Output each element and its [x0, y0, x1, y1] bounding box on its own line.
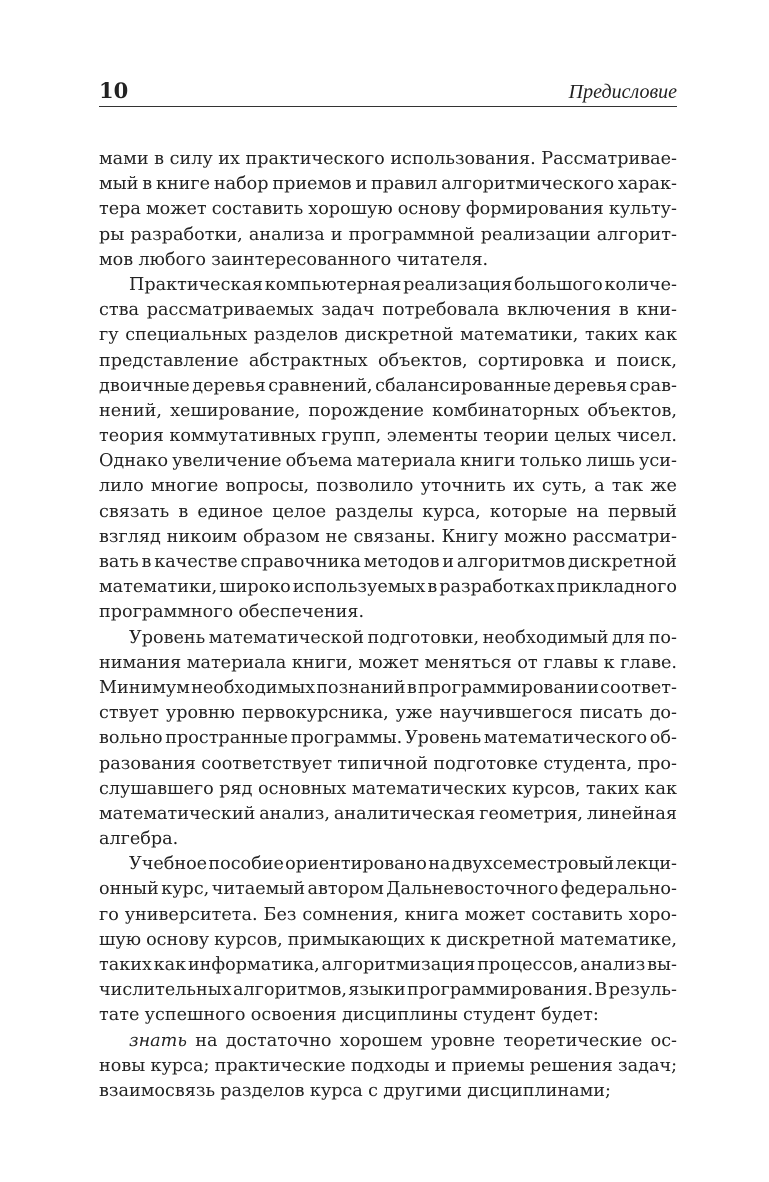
word: взгляд	[99, 526, 161, 547]
word: лишь	[586, 451, 635, 472]
word: книги,	[291, 652, 353, 673]
paragraph	[99, 273, 677, 626]
word: главе.	[620, 652, 677, 673]
word: прикладного	[556, 577, 677, 598]
word: целое	[272, 501, 327, 522]
text-line	[99, 1079, 677, 1104]
word: го	[99, 904, 119, 925]
word: информатика,	[187, 955, 320, 975]
word: дискретной	[446, 929, 555, 950]
word: уси-	[639, 451, 677, 472]
word: математических	[351, 778, 507, 799]
word: деревья	[553, 375, 628, 396]
word: правил	[371, 174, 438, 195]
word: курсов,	[511, 778, 581, 799]
word: таких	[585, 325, 638, 346]
text-line	[99, 827, 677, 852]
word: процессов,	[477, 955, 579, 975]
word: целых	[554, 426, 612, 447]
text-line	[99, 852, 677, 877]
word: чисел.	[616, 426, 677, 447]
word: объектов,	[377, 350, 468, 371]
word: на	[576, 501, 599, 522]
word: суть,	[541, 476, 587, 497]
word: единое	[197, 501, 264, 522]
text-line	[99, 248, 677, 273]
paragraph	[99, 1029, 677, 1105]
word: заинтересованного	[211, 249, 392, 270]
text-line	[99, 525, 677, 550]
text-line	[99, 575, 677, 600]
word: практического	[245, 149, 385, 169]
word: уже	[395, 703, 433, 724]
word: поиск,	[616, 350, 677, 371]
word: увеличение	[172, 451, 282, 472]
text-line	[99, 777, 677, 802]
word: используемых	[292, 577, 426, 598]
word: автором	[307, 879, 384, 900]
word: слушавшего	[99, 778, 214, 799]
word: и	[594, 350, 607, 371]
word: программы.	[290, 728, 403, 749]
text-line	[99, 626, 677, 651]
body-text	[99, 147, 677, 1104]
word: может	[146, 199, 207, 220]
word: достаточно	[225, 1030, 332, 1051]
text-line	[99, 600, 677, 625]
word: уровню	[165, 703, 235, 724]
word: качестве	[154, 552, 238, 572]
word: дисциплинами;	[467, 1080, 611, 1101]
text-line	[99, 500, 677, 525]
word: линейная	[586, 803, 677, 824]
word: абстрактных	[248, 350, 368, 371]
word: может	[464, 904, 526, 925]
word: числительных	[99, 980, 232, 1001]
text-line	[99, 197, 677, 222]
word: первый	[607, 501, 677, 522]
word: алгоритмов,	[232, 980, 347, 1001]
text-line	[99, 374, 677, 399]
word: на	[195, 1030, 218, 1051]
text-line	[99, 903, 677, 928]
word: дискретной	[344, 325, 454, 346]
page-number: 10	[99, 78, 129, 103]
word: подготовки,	[367, 627, 480, 648]
word: пособие	[208, 854, 284, 875]
word: вольно	[99, 728, 163, 749]
word: кни-	[636, 300, 677, 321]
word: книге	[155, 174, 211, 195]
word: разделов	[253, 325, 339, 346]
word: компьютерная	[264, 274, 402, 295]
word: разработках	[439, 577, 555, 598]
word: математики,	[99, 577, 218, 598]
word: по-	[648, 627, 677, 648]
word: писать	[579, 703, 643, 724]
page-header	[99, 78, 677, 107]
word: их	[512, 476, 535, 497]
word: программного	[99, 602, 234, 623]
word: пространные	[165, 728, 289, 749]
word: теории	[483, 426, 549, 447]
word: коммутативных	[169, 426, 316, 447]
word: хеширование,	[170, 400, 301, 421]
word: тате	[99, 1005, 140, 1026]
text-line	[99, 726, 677, 751]
word: алгоритмизация	[321, 955, 476, 975]
word: справочника	[240, 552, 361, 572]
word: реализация	[403, 274, 513, 295]
word: хорошем	[339, 1030, 423, 1051]
word: Практическая	[129, 274, 264, 295]
word: университета.	[124, 904, 258, 925]
word: срав-	[629, 375, 677, 396]
word: для	[612, 627, 646, 648]
word: студента,	[543, 753, 633, 774]
text-line	[99, 223, 677, 248]
word: освоения	[250, 1005, 337, 1026]
word: мый	[99, 174, 139, 195]
text-line	[99, 449, 677, 474]
text-line	[99, 298, 677, 323]
word: от	[517, 652, 538, 673]
word: порождение	[308, 400, 424, 421]
word: федерально-	[560, 879, 677, 900]
word: специальных	[125, 325, 248, 346]
word: таких	[99, 955, 152, 975]
word: Уровень	[404, 728, 482, 749]
text-line	[99, 1029, 677, 1054]
word: резуль-	[608, 980, 677, 1001]
text-line	[99, 752, 677, 777]
word: алгебра.	[99, 829, 179, 850]
word: первокурсника,	[241, 703, 389, 724]
word: анализа	[248, 224, 325, 245]
word: задач	[321, 300, 375, 321]
word: про-	[637, 753, 677, 774]
word: алгорит-	[596, 224, 677, 245]
word: образом	[242, 526, 320, 547]
word: сортировка	[477, 350, 585, 371]
word: книги	[460, 451, 516, 472]
word: необходимый	[482, 627, 609, 648]
word: Минимум	[99, 677, 190, 698]
word: соответствует	[201, 753, 333, 774]
word: связать	[99, 501, 170, 522]
word: потребовала	[382, 300, 500, 321]
word: до-	[649, 703, 677, 724]
word: меняться	[424, 652, 512, 673]
word: студент	[463, 1005, 536, 1026]
word: тера	[99, 199, 141, 220]
word: подготовке	[433, 753, 538, 774]
word: вопросы,	[225, 476, 310, 497]
word: силу	[169, 149, 213, 169]
word: курса;	[150, 1055, 210, 1076]
word: мами	[99, 149, 149, 169]
word: основу	[146, 929, 210, 950]
word: харак-	[617, 174, 677, 195]
word: так	[611, 476, 644, 497]
word: программирования.	[407, 980, 594, 1001]
word: двухсеместровый	[451, 854, 615, 875]
word: успешного	[144, 1005, 246, 1026]
word: разделов	[220, 1080, 305, 1101]
word: анализ,	[259, 803, 330, 824]
word: разработки,	[130, 224, 243, 245]
word: книга	[404, 904, 459, 925]
word: языки	[348, 980, 406, 1001]
word: соответ-	[600, 677, 677, 698]
word: курсов,	[214, 929, 283, 950]
word: Учебное	[129, 854, 208, 875]
word: математического	[483, 728, 648, 749]
text-line	[99, 651, 677, 676]
word: реализации	[480, 224, 591, 245]
word: и	[330, 224, 343, 245]
word: таких	[586, 778, 639, 799]
text-line	[99, 273, 677, 298]
word: курса,	[422, 501, 481, 522]
word: читаемый	[211, 879, 306, 900]
word: Дальневосточного	[386, 879, 559, 900]
word: включения	[507, 300, 612, 321]
word: в	[178, 501, 189, 522]
word: сбалансированные	[375, 375, 552, 396]
word: геометрия,	[479, 803, 584, 824]
paragraph	[99, 147, 677, 273]
text-line	[99, 928, 677, 953]
word: читателя.	[396, 249, 489, 270]
word: разделы	[335, 501, 414, 522]
word: объема	[285, 451, 353, 472]
word: объектов,	[587, 400, 677, 421]
word: анализ	[580, 955, 646, 975]
text-line	[99, 349, 677, 374]
word: вать	[99, 552, 139, 572]
text-line	[99, 323, 677, 348]
word: научившегося	[439, 703, 573, 724]
word: в	[142, 174, 153, 195]
word: групп,	[321, 426, 382, 447]
text-line	[99, 172, 677, 197]
word: приемы	[451, 1055, 525, 1076]
word: лило	[99, 476, 144, 497]
word: ряд	[219, 778, 253, 799]
word: Однако	[99, 451, 169, 472]
word: любого	[138, 249, 206, 270]
word: дискретной	[568, 552, 677, 572]
word: в	[406, 677, 417, 698]
word: ориентировано	[285, 854, 427, 875]
text-line	[99, 399, 677, 424]
word: которые	[489, 501, 568, 522]
word: только	[519, 451, 583, 472]
word: математический	[99, 803, 256, 824]
word: практические	[214, 1055, 346, 1076]
word: В	[594, 980, 608, 1001]
word: курс,	[161, 879, 210, 900]
text-line	[99, 802, 677, 827]
text-line	[99, 550, 677, 575]
word: шую	[99, 929, 142, 950]
word: мов	[99, 249, 134, 270]
word: нимания	[99, 652, 182, 673]
word: подходы	[350, 1055, 430, 1076]
word: уровне	[430, 1030, 496, 1051]
text-line	[99, 701, 677, 726]
word: как	[153, 955, 187, 975]
word: другими	[383, 1080, 462, 1101]
word: задач;	[618, 1055, 677, 1076]
word: материала	[356, 451, 457, 472]
word: методов	[363, 552, 440, 572]
word: теоретические	[503, 1030, 643, 1051]
word: комбинаторных	[432, 400, 580, 421]
word: лекци-	[615, 854, 677, 875]
word: нений,	[99, 400, 162, 421]
word: широко	[219, 577, 291, 598]
word: связаны.	[353, 526, 436, 547]
word: можно	[504, 526, 567, 547]
word: Книгу	[441, 526, 499, 547]
word: может	[358, 652, 419, 673]
word: в	[154, 149, 165, 169]
word: об-	[649, 728, 677, 749]
word: к	[603, 652, 615, 673]
word: большого	[514, 274, 603, 295]
word: в	[141, 552, 152, 572]
word: в	[427, 577, 438, 598]
word: гу	[99, 325, 119, 346]
text-line	[99, 877, 677, 902]
paragraph	[99, 852, 677, 1028]
text-line	[99, 1003, 677, 1028]
word: как	[644, 325, 677, 346]
word: рассматриваемых	[146, 300, 314, 321]
word: основу	[397, 199, 461, 220]
word: программировании	[417, 677, 599, 698]
word: примыкающих	[287, 929, 425, 950]
word: аналитическая	[333, 803, 476, 824]
word: материала	[186, 652, 287, 673]
word: сомнения,	[302, 904, 399, 925]
word: дисциплины	[341, 1005, 458, 1026]
text-line	[99, 953, 677, 978]
word: взаимосвязь	[99, 1080, 216, 1101]
word: знать	[129, 1030, 187, 1051]
word: хорошую	[308, 199, 393, 220]
word: а	[594, 476, 605, 497]
word: их	[218, 149, 240, 169]
word: сравнений,	[268, 375, 373, 396]
word: как	[644, 778, 677, 799]
word: количе-	[604, 274, 677, 295]
text-line	[99, 424, 677, 449]
word: познаний	[316, 677, 406, 698]
word: элементы	[386, 426, 478, 447]
word: новы	[99, 1055, 146, 1076]
word: теория	[99, 426, 164, 447]
text-line	[99, 978, 677, 1003]
word: к	[430, 929, 442, 950]
word: и	[434, 1055, 447, 1076]
word: разования	[99, 753, 196, 774]
word: ос-	[650, 1030, 677, 1051]
text-line	[99, 676, 677, 701]
word: Уровень	[129, 627, 206, 648]
text-line	[99, 147, 677, 172]
word: деревья	[192, 375, 266, 396]
word: же	[650, 476, 677, 497]
word: решения	[529, 1055, 613, 1076]
word: составить	[531, 904, 623, 925]
word: представление	[99, 350, 239, 371]
word: формирования	[465, 199, 604, 220]
word: Рассматривае-	[541, 149, 677, 169]
word: набор	[213, 174, 269, 195]
word: Без	[263, 904, 297, 925]
word: математике,	[560, 929, 677, 950]
word: составить	[211, 199, 304, 220]
word: курса	[309, 1080, 363, 1101]
word: основных	[258, 778, 347, 799]
word: в	[618, 300, 629, 321]
word: использования.	[390, 149, 536, 169]
text-line	[99, 1054, 677, 1079]
word: и	[355, 174, 368, 195]
word: не	[325, 526, 348, 547]
word: математической	[208, 627, 364, 648]
word: культу-	[608, 199, 677, 220]
word: двоичные	[99, 375, 190, 396]
word: многие	[150, 476, 219, 497]
word: типичной	[337, 753, 429, 774]
word: на	[428, 854, 451, 875]
word: алгоритмического	[441, 174, 615, 195]
word: и	[442, 552, 455, 572]
word: программной	[348, 224, 475, 245]
word: главы	[543, 652, 599, 673]
word: ры	[99, 224, 125, 245]
word: хоро-	[628, 904, 677, 925]
word: необходимых	[191, 677, 316, 698]
word: алгоритмов	[456, 552, 566, 572]
word: ства	[99, 300, 139, 321]
running-title: Предисловие	[568, 81, 677, 103]
word: рассматри-	[572, 526, 677, 547]
word: обеспечения.	[238, 602, 365, 623]
word: приемов	[272, 174, 352, 195]
text-line	[99, 474, 677, 499]
word: будет:	[540, 1005, 599, 1026]
word: с	[368, 1080, 378, 1101]
paragraph	[99, 626, 677, 853]
word: никоим	[166, 526, 238, 547]
word: ствует	[99, 703, 159, 724]
word: онный	[99, 879, 159, 900]
word: уточнить	[420, 476, 506, 497]
word: математики,	[460, 325, 579, 346]
word: позволило	[316, 476, 414, 497]
word: вы-	[647, 955, 677, 975]
